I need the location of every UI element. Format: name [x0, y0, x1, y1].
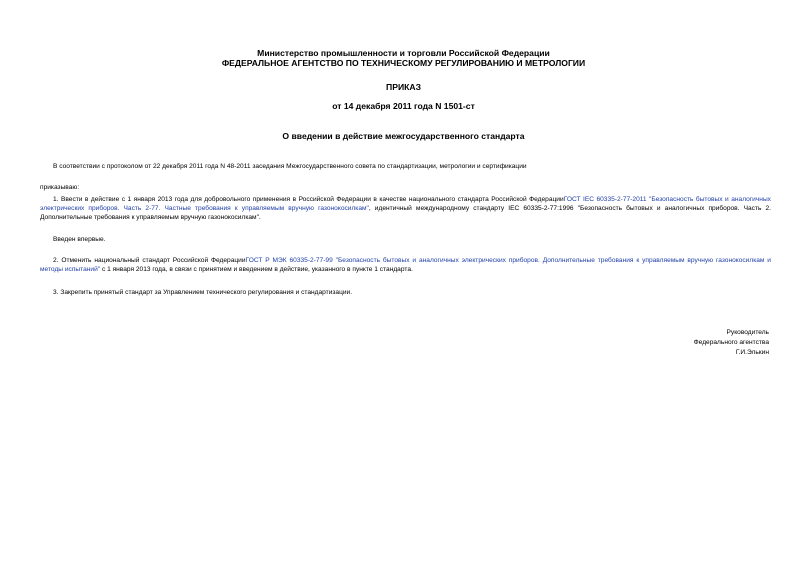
signatory-name: Г.И.Элькин: [735, 349, 769, 356]
item-2-text: 2. Отменить национальный стандарт Российской Федерации: [53, 257, 246, 264]
document-date: от 14 декабря 2011 года N 1501-ст: [332, 101, 475, 111]
item-2: [40, 256, 771, 274]
document-subject: О введении в действие межгосударственного стандарта: [282, 131, 525, 141]
item-1-text-cont: , идентичный международному стандарту IEC 60335-2-77:1996 "Безопасность бытовых и аналогичных приборов. Часть 2. Дополнительные требования к управляемым вручную газонокосилкам".: [40, 205, 771, 221]
item-1-text: 1. Ввести в действие с 1 января 2013 года для добровольного применения в Российской Федерации в качестве национального стандарта Российской Федерации: [53, 196, 564, 203]
item-2-text-cont: с 1 января 2013 года, в связи с принятием и введением в действие, указанного в пункте 1 стандарта.: [100, 266, 413, 273]
standard-link-gost-r[interactable]: ГОСТ Р МЭК 60335-2-77-99 "Безопасность бытовых и аналогичных электрических приборов. Дополнительные требования к управляемым вручную газонокосилкам и методы испытаний": [40, 257, 771, 273]
document-type: ПРИКАЗ: [386, 82, 421, 92]
intro-paragraph: В соответствии с протоколом от 22 декабря 2011 года N 48-2011 заседания Межгосударственного совета по стандартизации, метрологии и сертификации: [53, 163, 527, 170]
order-word: приказываю:: [40, 184, 80, 191]
signatory-title-2: Федерального агентства: [693, 339, 769, 346]
introduced-first-note: Введен впервые.: [53, 236, 106, 243]
agency-name: ФЕДЕРАЛЬНОЕ АГЕНТСТВО ПО ТЕХНИЧЕСКОМУ РЕГУЛИРОВАНИЮ И МЕТРОЛОГИИ: [221, 58, 586, 68]
ministry-name: Министерство промышленности и торговли Российской Федерации: [257, 48, 550, 58]
item-1: [40, 195, 771, 222]
signatory-title-1: Руководитель: [726, 329, 769, 336]
item-3: 3. Закрепить принятый стандарт за Управлением технического регулирования и стандартизации.: [53, 289, 353, 296]
standard-link-gost-iec[interactable]: ГОСТ IEC 60335-2-77-2011 "Безопасность бытовых и аналогичных электрических приборов. Часть 2-77. Частные требования к управляемым вручную газонокосилкам": [40, 196, 771, 212]
